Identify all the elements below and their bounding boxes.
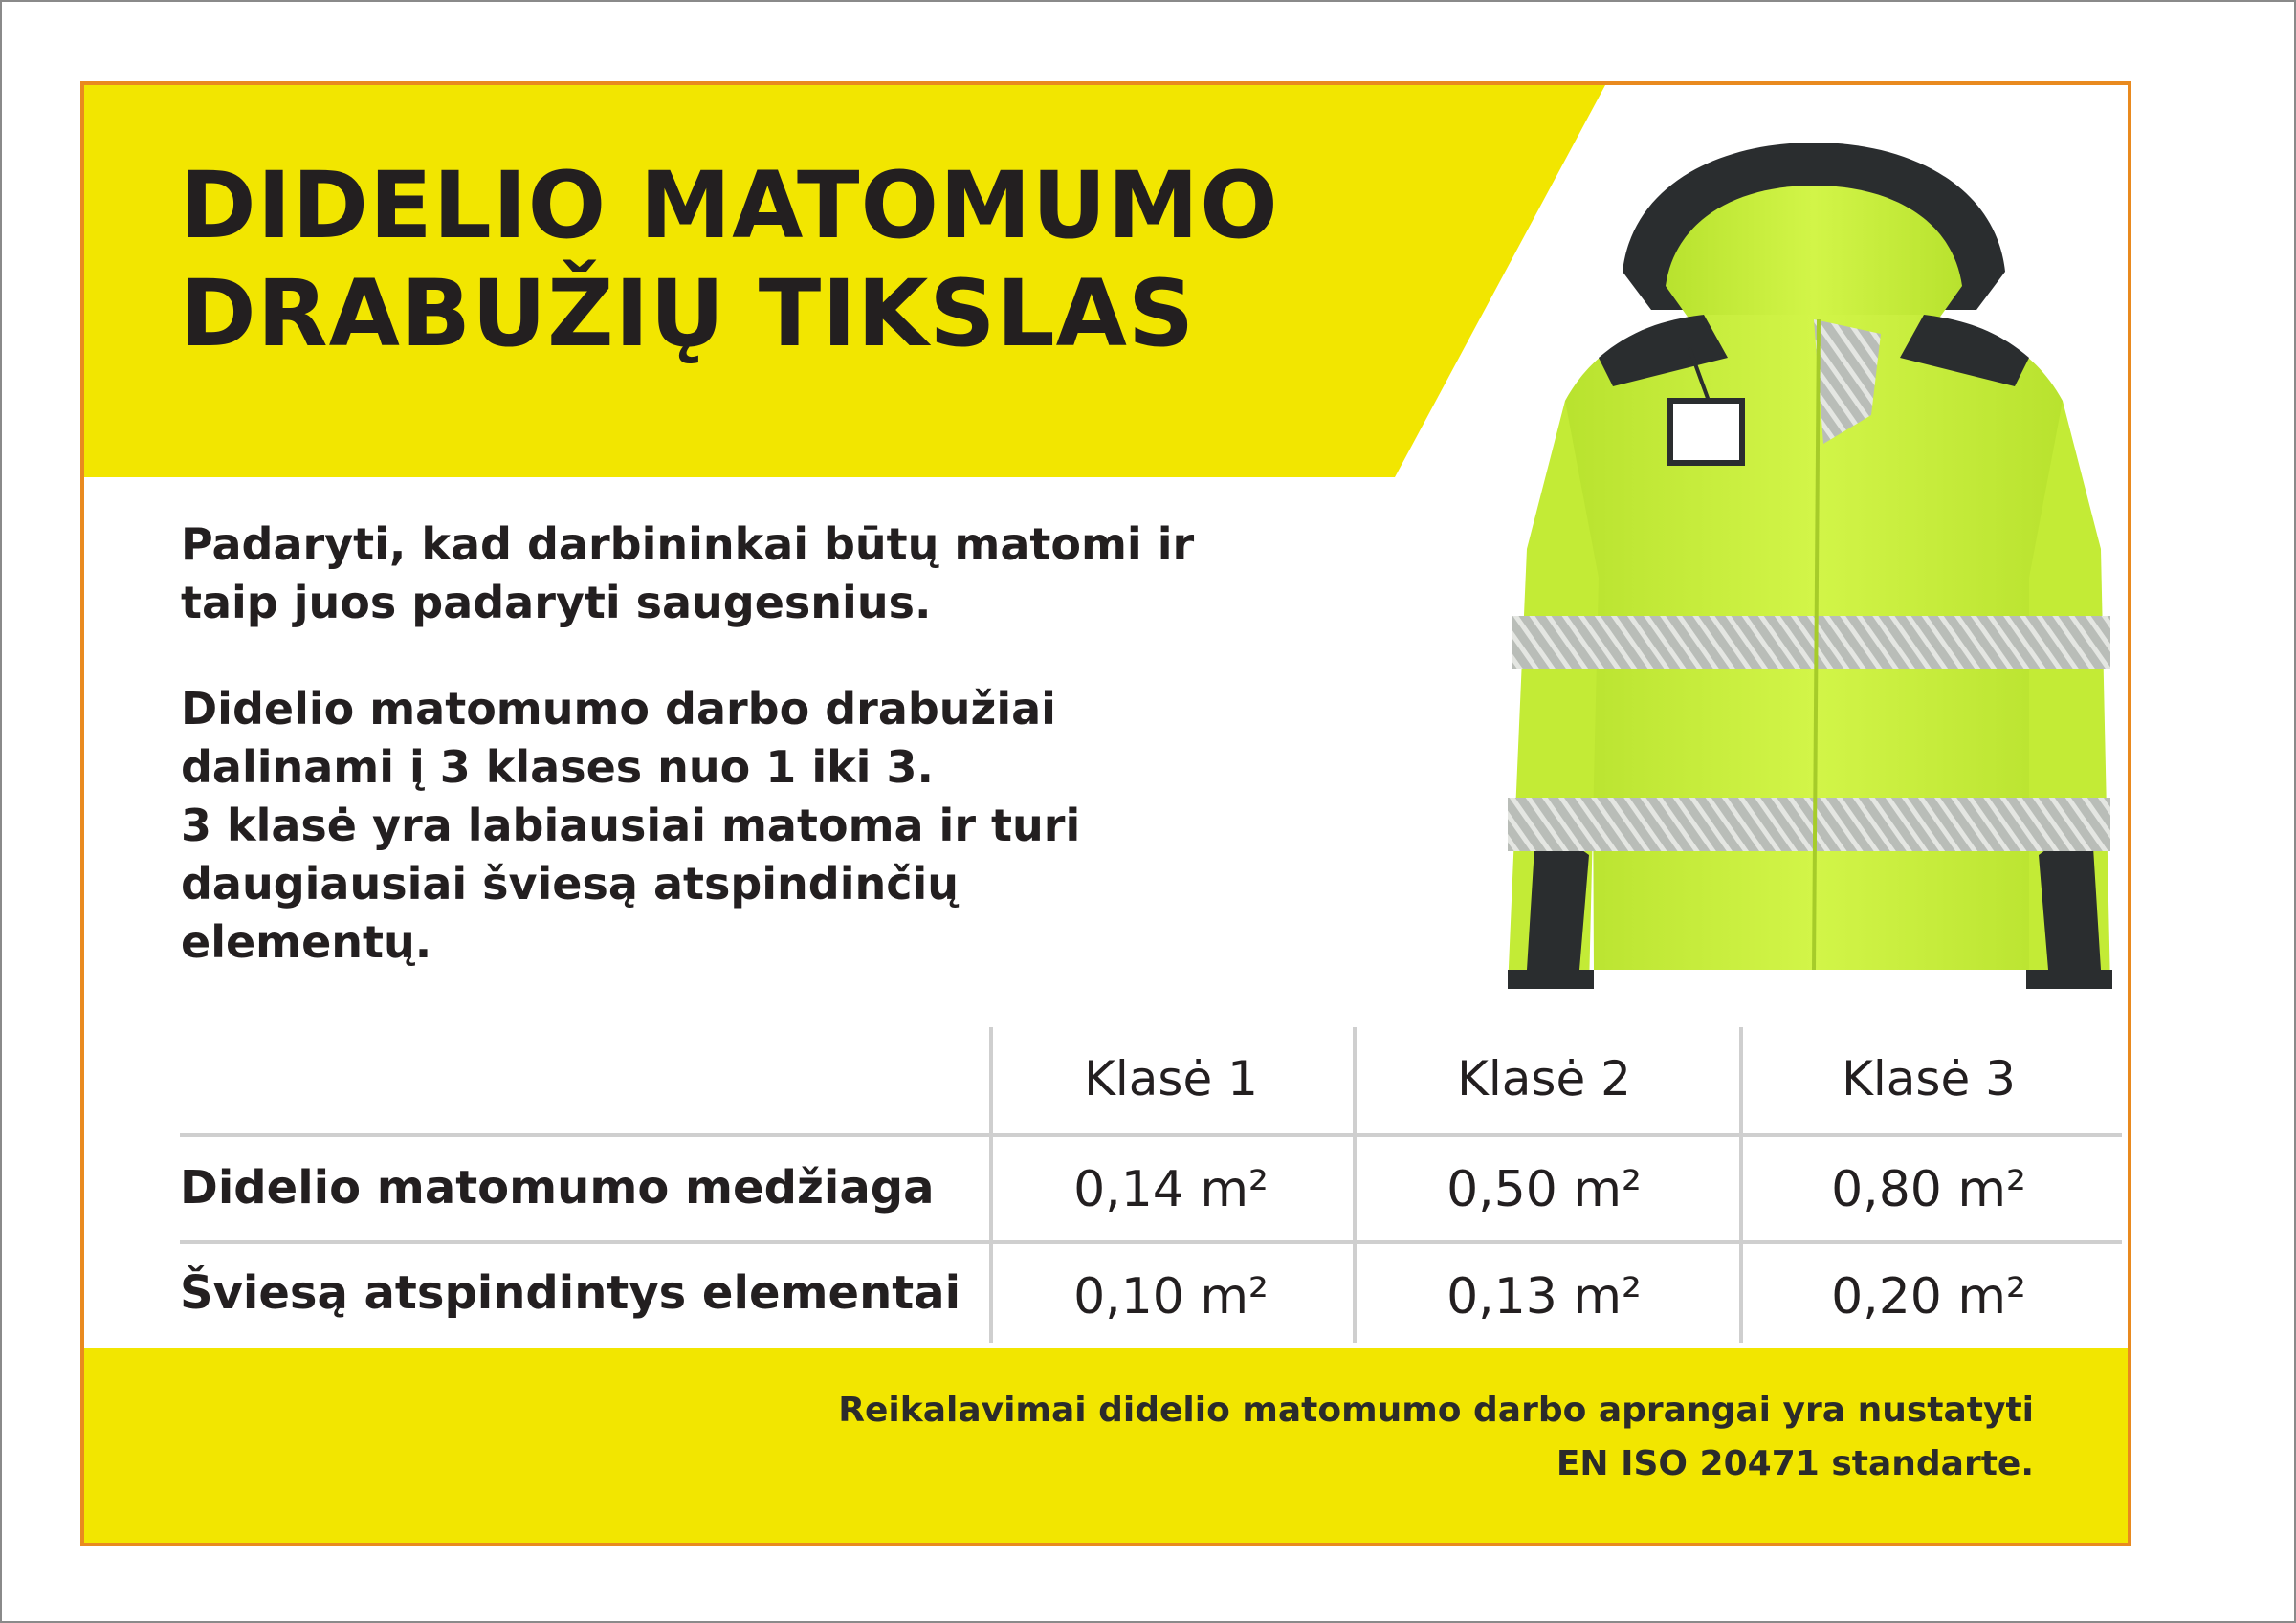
standard-note: Reikalavimai didelio matomumo darbo aprangai yra nustatyti EN ISO 20471 standarte.	[838, 1391, 2034, 1483]
table-divider	[1353, 1027, 1357, 1343]
classes-text: Didelio matomumo darbo drabužiai dalinami į 3 klases nuo 1 iki 3. 3 klasė yra labiausiai matoma ir turi daugiausiai šviesą atspindinčių elementų.	[181, 683, 1081, 968]
info-card	[80, 81, 2131, 1546]
column-header: Klasė 1	[1084, 1051, 1258, 1107]
hi-vis-jacket-illustration	[1498, 128, 2112, 1075]
row-label: Šviesą atspindintys elementai	[180, 1266, 961, 1320]
footer-band	[84, 1348, 2128, 1546]
table-cell: 0,80 m²	[1831, 1161, 2026, 1218]
table-divider	[989, 1027, 993, 1343]
column-header: Klasė 3	[1842, 1051, 2016, 1107]
purpose-text: Padaryti, kad darbininkai būtų matomi ir taip juos padaryti saugesnius.	[181, 518, 1195, 628]
row-label: Didelio matomumo medžiaga	[180, 1161, 935, 1215]
table-cell: 0,10 m²	[1073, 1268, 1269, 1326]
table-divider	[180, 1240, 2122, 1244]
table-divider	[1739, 1027, 1743, 1343]
table-cell: 0,14 m²	[1073, 1161, 1269, 1218]
table-cell: 0,50 m²	[1446, 1161, 1642, 1218]
page-title: DIDELIO MATOMUMO DRABUŽIŲ TIKSLAS	[180, 152, 1279, 368]
table-cell: 0,13 m²	[1446, 1268, 1642, 1326]
column-header: Klasė 2	[1457, 1051, 1631, 1107]
table-cell: 0,20 m²	[1831, 1268, 2026, 1326]
table-divider	[180, 1133, 2122, 1137]
